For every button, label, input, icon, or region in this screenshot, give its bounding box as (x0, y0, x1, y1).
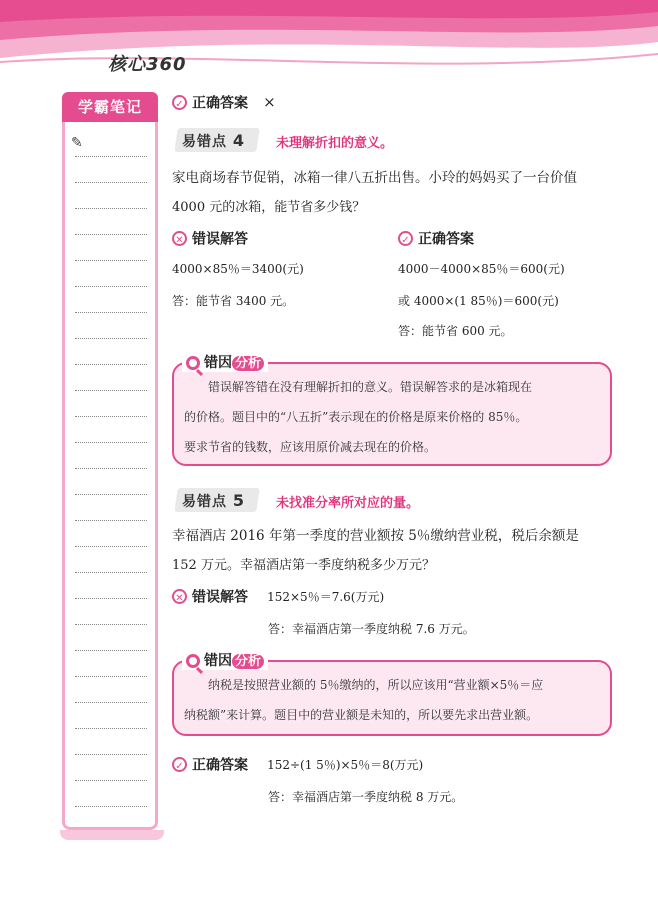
wrong-answer-line: 152×5％＝7.6(万元) (267, 590, 385, 604)
error-point-number: 4 (232, 131, 246, 150)
correct-answer-line: 152÷(1 5％)×5％＝8(万元) (267, 758, 424, 772)
check-icon: ✓ (172, 95, 187, 110)
error-point-number: 5 (232, 491, 246, 510)
wrong-answer-line: 答：幸福酒店第一季度纳税 7.6 万元。 (268, 622, 475, 636)
note-line (75, 261, 147, 287)
note-line (75, 443, 147, 469)
note-line (75, 313, 147, 339)
note-line (75, 703, 147, 729)
analysis-line: 的价格。题目中的“八五折”表示现在的价格是原来价格的 85％。 (184, 410, 528, 424)
analysis-line: 要求节省的钱数，应该用原价减去现在的价格。 (184, 440, 437, 454)
notes-sidebar (62, 92, 158, 830)
note-line (75, 235, 147, 261)
cross-icon: ✕ (172, 231, 187, 246)
note-line (75, 469, 147, 495)
problem-line: 152 万元。幸福酒店第一季度纳税多少万元？ (172, 558, 435, 573)
check-icon: ✓ (172, 757, 187, 772)
error-point-tag: 易错点 4 (182, 131, 246, 150)
analysis-line: 纳税是按照营业额的 5％缴纳的，所以应该用“营业额×5％＝应 (208, 678, 544, 692)
check-icon: ✓ (398, 231, 413, 246)
note-line (75, 781, 147, 807)
problem-line: 4000 元的冰箱，能节省多少钱？ (172, 200, 366, 215)
note-line (75, 755, 147, 781)
note-line (75, 625, 147, 651)
sidebar-shadow (60, 830, 164, 840)
pencil-icon: ✎ (71, 135, 83, 151)
magnifier-icon (186, 356, 200, 370)
note-line (75, 651, 147, 677)
analysis-box (172, 362, 612, 466)
note-line (75, 521, 147, 547)
note-line (75, 495, 147, 521)
wrong-answer-heading: ✕ 错误解答 152×5％＝7.6(万元) (172, 586, 384, 607)
sidebar-title: 学霸笔记 (62, 92, 158, 122)
note-line (75, 287, 147, 313)
analysis-line: 错误解答错在没有理解折扣的意义。错误解答求的是冰箱现在 (208, 380, 533, 394)
note-line (75, 391, 147, 417)
note-line (75, 183, 147, 209)
wrong-answer-line: 4000×85％＝3400(元) (172, 262, 304, 276)
error-point-title: 未理解折扣的意义。 (276, 136, 394, 151)
note-line (75, 157, 147, 183)
note-line (75, 599, 147, 625)
error-point-tag: 易错点 5 (182, 491, 246, 510)
wrong-answer-line: 答：能节省 3400 元。 (172, 294, 295, 308)
cross-icon: ✕ (172, 589, 187, 604)
answer-mark: × (263, 93, 276, 111)
correct-answer-line: 答：幸福酒店第一季度纳税 8 万元。 (268, 790, 464, 804)
header-banner (0, 0, 658, 80)
analysis-box (172, 660, 612, 736)
problem-line: 家电商场春节促销，冰箱一律八五折出售。小玲的妈妈买了一台价值 (172, 170, 577, 186)
analysis-heading: 错因 分析 (182, 352, 268, 372)
note-line (75, 209, 147, 235)
logo: 核心360 (108, 54, 187, 75)
note-line (75, 365, 147, 391)
note-lines (75, 131, 147, 807)
note-line (75, 677, 147, 703)
magnifier-icon (186, 654, 200, 668)
note-line (75, 131, 147, 157)
top-correct-answer: ✓ 正确答案 × (172, 92, 276, 113)
correct-answer-line: 4000－4000×85％＝600(元) (398, 262, 565, 276)
note-line (75, 573, 147, 599)
correct-answer-line: 或 4000×(1 85％)＝600(元) (398, 294, 559, 308)
error-point-title: 未找准分率所对应的量。 (276, 496, 420, 511)
wrong-answer-heading: ✕ 错误解答 (172, 228, 248, 249)
note-line (75, 729, 147, 755)
correct-answer-line: 答：能节省 600 元。 (398, 324, 513, 338)
note-line (75, 547, 147, 573)
correct-answer-heading: ✓ 正确答案 152÷(1 5％)×5％＝8(万元) (172, 754, 423, 775)
analysis-heading: 错因 分析 (182, 650, 268, 670)
problem-line: 幸福酒店 2016 年第一季度的营业额按 5％缴纳营业税，税后余额是 (172, 528, 579, 544)
analysis-line: 纳税额”来计算。题目中的营业额是未知的，所以要先求出营业额。 (184, 708, 539, 722)
correct-answer-heading: ✓ 正确答案 (398, 228, 474, 249)
note-line (75, 417, 147, 443)
note-line (75, 339, 147, 365)
